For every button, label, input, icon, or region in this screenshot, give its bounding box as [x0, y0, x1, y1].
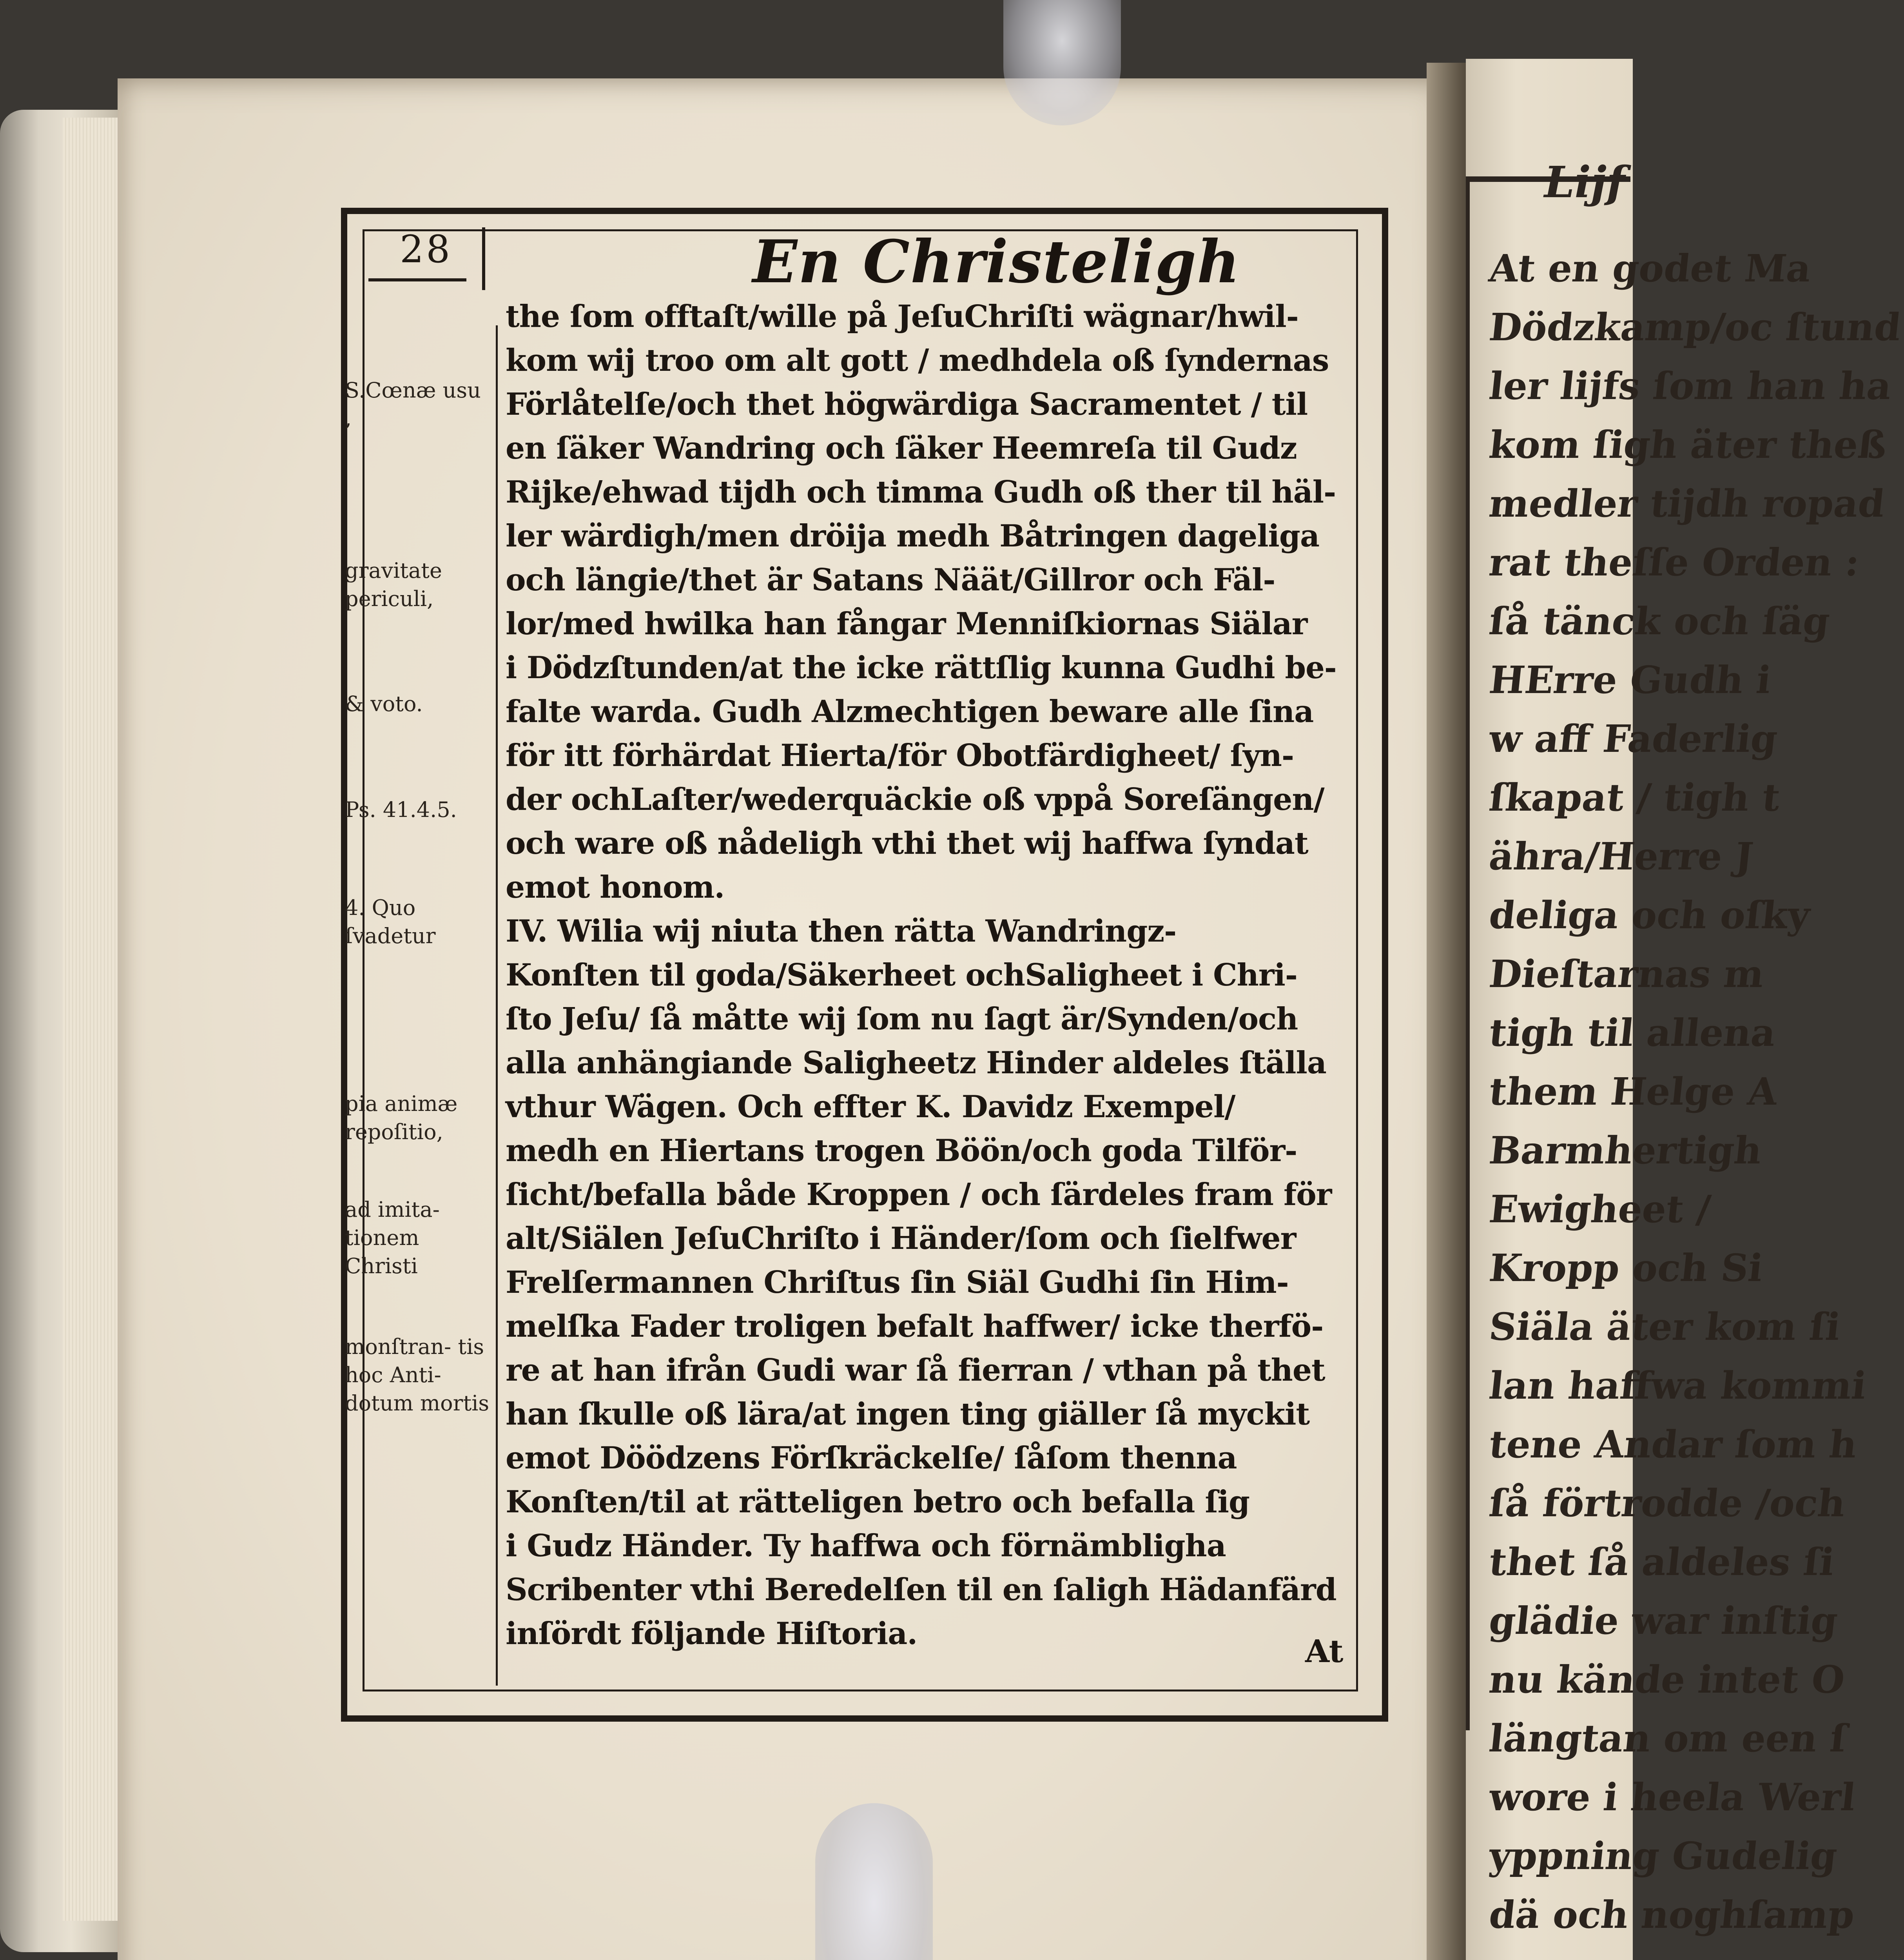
facing-text-line: nu kände intet O: [1487, 1657, 1847, 1702]
text-line: lor/med hwilka han fångar Menniſkiornas Siälar: [506, 606, 1307, 642]
facing-text-line: HErre Gudh i: [1487, 658, 1773, 702]
page-number-rule: [368, 278, 466, 281]
facing-text-line: kom ſigh äter theß: [1487, 423, 1889, 467]
text-line: emot honom.: [506, 869, 725, 905]
facing-text-line: ſå förtrodde /och: [1487, 1481, 1848, 1525]
text-line: han ſkulle oß lära/at ingen ting giäller ſå myckit: [506, 1396, 1310, 1432]
facing-text-line: Ewigheet /: [1487, 1187, 1713, 1231]
facing-text-line: tigh til allena: [1487, 1011, 1778, 1055]
facing-text-line: yppning Gudelig: [1487, 1834, 1839, 1878]
facing-text-line: Dieſtarnas m: [1487, 952, 1766, 996]
text-line: och längie/thet är Satans Näät/Gillror och Fäl-: [506, 562, 1275, 598]
text-line: der ochLaſter/wederquäckie oß vppå Soreſängen/: [506, 782, 1324, 817]
facing-page: [1466, 59, 1903, 1960]
body-text: [506, 295, 1344, 1656]
facing-text-line: Dödzkamp/oc ſtund: [1487, 305, 1903, 349]
facing-text-line: tene Andar ſom h: [1487, 1422, 1859, 1466]
catchword: At: [1305, 1633, 1344, 1670]
text-line: Rijke/ehwad tijdh och timma Gudh oß ther til häl-: [506, 474, 1336, 510]
facing-text-line: ähra/Herre J: [1487, 834, 1755, 878]
facing-text-line: medler tijdh ropad: [1487, 481, 1887, 526]
text-line: Förlåtelſe/och thet högwärdiga Sacramentet / til: [506, 387, 1308, 422]
facing-text-line: ſå tänck och ſäg: [1487, 599, 1832, 643]
facing-running-head: Lijf: [1544, 157, 1625, 207]
sidenote: pia animæ repoſitio,: [345, 1091, 458, 1144]
text-line: i Gudz Händer. Ty haffwa och förnämbligha: [506, 1528, 1226, 1564]
text-line: Konſten til goda/Säkerheet ochSaligheet i Chri-: [506, 957, 1298, 993]
text-line: kom wij troo om alt gott / medhdela oß ſyndernas: [506, 343, 1329, 378]
text-line: ſto Jeſu/ ſå måtte wij ſom nu ſagt är/Synden/och: [506, 1001, 1298, 1037]
text-line: och ware oß nådeligh vthi thet wij haffwa ſyndat: [506, 826, 1308, 861]
facing-text-line: wore i heela Werl: [1487, 1775, 1858, 1819]
text-line: Konſten/til at rätteligen betro och befalla ſig: [506, 1484, 1249, 1520]
facing-text-line: Barmhertigh: [1487, 1128, 1764, 1172]
sidenote: 4. Quo ſvadetur: [345, 895, 436, 948]
text-line: alt/Siälen JeſuChriſto i Händer/ſom och ſielfwer: [506, 1221, 1296, 1256]
sidenote: S.Cœnæ usu ,: [345, 378, 481, 431]
text-line: medh en Hiertans trogen Böön/och goda Tilför-: [506, 1133, 1297, 1169]
text-line: melſka Fader troligen befalt haffwer/ icke therfö-: [506, 1308, 1324, 1344]
sidenote: & voto.: [345, 691, 423, 716]
text-line: Frelſermannen Chriſtus ſin Siäl Gudhi ſin Him-: [506, 1265, 1289, 1300]
text-line: falte warda. Gudh Alzmechtigen beware alle ſina: [506, 694, 1314, 730]
facing-text-line: ler lijfs ſom han ha: [1487, 364, 1894, 408]
facing-text-line: glädie war inſtig: [1487, 1599, 1840, 1643]
top-clip: [1003, 0, 1121, 125]
facing-page-text: [1487, 239, 1903, 1944]
text-line: IV. Wilia wij niuta then rätta Wandringz-: [506, 913, 1177, 949]
facing-text-line: lan haffwa kommi: [1487, 1363, 1869, 1408]
text-line: inſördt följande Hiſtoria.: [506, 1616, 918, 1651]
facing-text-line: w aff Faderlig: [1487, 717, 1780, 761]
facing-text-line: rat theſſe Orden :: [1487, 540, 1862, 584]
text-line: alla anhängiande Saligheetz Hinder aldeles ſtälla: [506, 1045, 1326, 1081]
text-line: emot Döödzens Förſkräckelſe/ ſåſom thenna: [506, 1440, 1237, 1476]
text-line: för itt förhärdat Hierta/för Obotfärdigheet/ ſyn-: [506, 738, 1294, 773]
facing-text-line: thet ſå aldeles ſi: [1487, 1540, 1837, 1584]
facing-text-line: dä och noghſamp: [1487, 1893, 1857, 1937]
text-line: i Dödzſtunden/at the icke rättſlig kunna Gudhi be-: [506, 650, 1336, 686]
text-line: ſicht/befalla både Kroppen / och ſärdeles fram för: [506, 1177, 1332, 1212]
page-number: 28: [400, 227, 453, 271]
text-line: re at han ifrån Gudi war ſå fierran / vthan på thet: [506, 1352, 1325, 1388]
facing-text-line: längtan om een ſ: [1487, 1716, 1849, 1760]
text-line: Scribenter vthi Beredelſen til en ſaligh Hädanfärd: [506, 1572, 1336, 1608]
facing-text-line: ſkapat / tigh t: [1487, 775, 1783, 820]
facing-text-line: At en godet Ma: [1487, 246, 1813, 290]
facing-text-line: deliga och oſky: [1487, 893, 1812, 937]
sidenote: monſtran- tis hoc Anti- dotum mortis: [345, 1334, 490, 1416]
text-line: ler wärdigh/men dröija medh Båtringen dageliga: [506, 518, 1320, 554]
margin-rule: [496, 325, 498, 1686]
bottom-clip: [815, 1803, 933, 1960]
running-head: En Christeligh: [753, 227, 1241, 296]
facing-text-line: Siäla äter kom ſi: [1487, 1305, 1843, 1349]
facing-text-line: Kropp och Si: [1487, 1246, 1765, 1290]
sidenote: Ps. 41.4.5.: [345, 797, 457, 822]
head-rule: [482, 227, 485, 290]
sidenote: gravitate periculi,: [345, 558, 442, 611]
facing-text-line: them Helge A: [1487, 1069, 1780, 1114]
sidenote: ad imita- tionem Christi: [345, 1197, 440, 1278]
text-line: en ſäker Wandring och ſäker Heemreſa til Gudz: [506, 430, 1297, 466]
text-line: vthur Wägen. Och effter K. Davidz Exempel/: [506, 1089, 1235, 1125]
text-line: the ſom offtaſt/wille på JeſuChriſti wägnar/hwil-: [506, 299, 1298, 334]
